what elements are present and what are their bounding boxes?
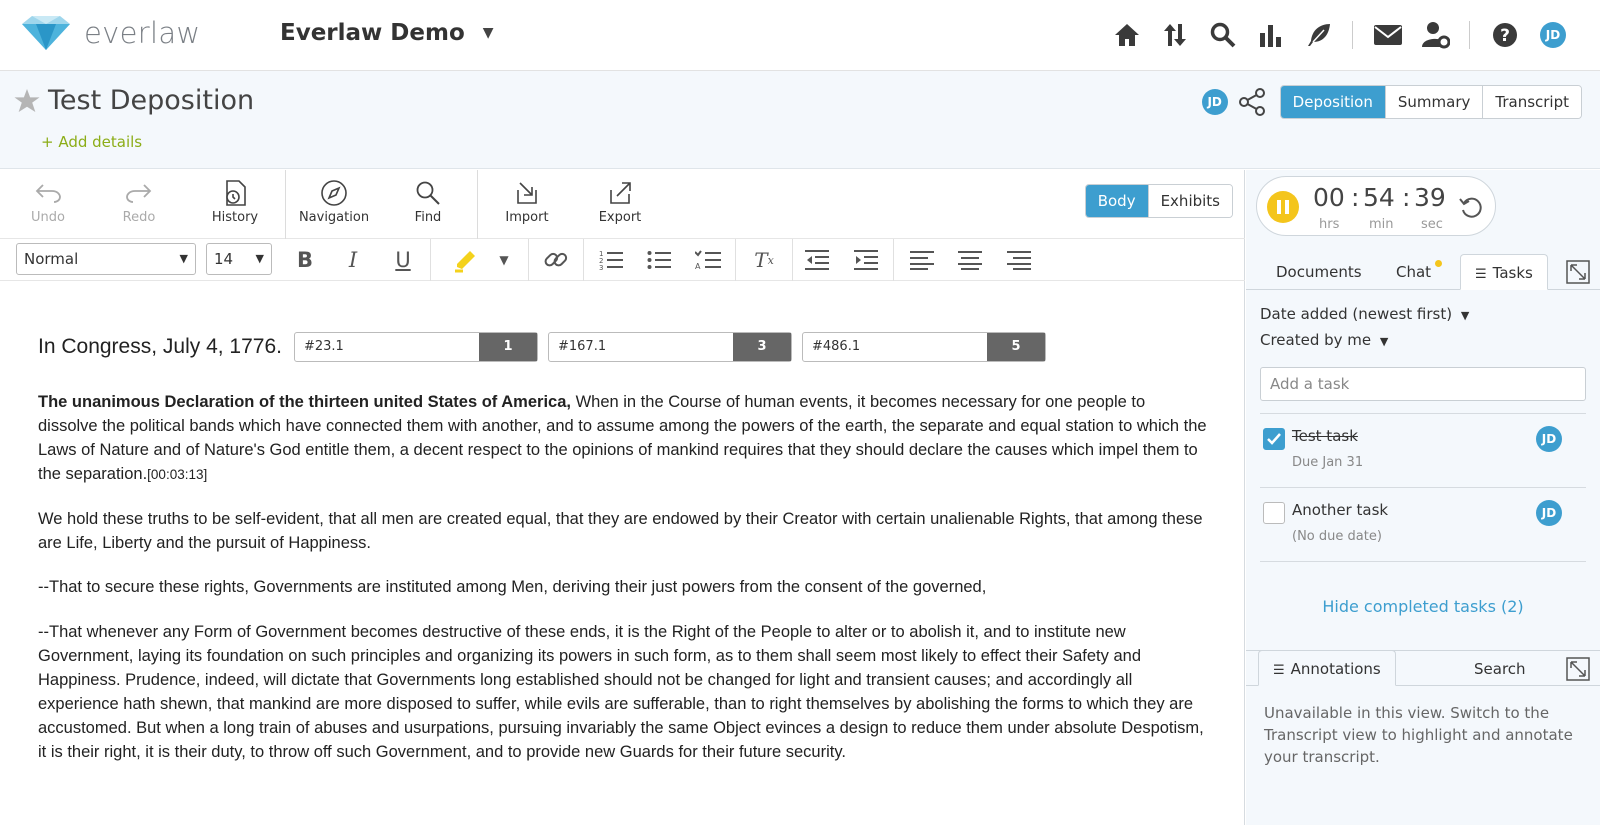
- tasks-panel: [1246, 291, 1600, 649]
- exhibit-tag[interactable]: [294, 332, 538, 362]
- everlaw-logo[interactable]: [22, 16, 200, 50]
- exhibit-count: 1: [479, 333, 537, 361]
- exhibit-tag[interactable]: [548, 332, 792, 362]
- export-icon: [607, 180, 633, 206]
- top-nav: [1098, 16, 1572, 54]
- tab-chat[interactable]: Chat: [1396, 263, 1432, 281]
- undo-icon: [34, 183, 62, 203]
- document-heading-row: [38, 332, 1056, 362]
- tab-annotations[interactable]: [1258, 650, 1396, 686]
- outdent-icon[interactable]: [802, 245, 832, 275]
- add-details-link[interactable]: + Add details: [41, 133, 143, 151]
- exhibit-label: #23.1: [303, 339, 344, 354]
- import-icon: [514, 180, 540, 206]
- timer-min-label: min: [1369, 217, 1394, 232]
- analytics-icon[interactable]: [1252, 16, 1290, 54]
- home-icon[interactable]: [1108, 16, 1146, 54]
- toolbar-divider: [477, 170, 478, 239]
- italic-icon[interactable]: I: [348, 248, 358, 272]
- task-assignee-avatar[interactable]: JD: [1536, 500, 1562, 526]
- task-name[interactable]: Test task: [1292, 427, 1358, 445]
- tab-annotations-label: Annotations: [1290, 660, 1381, 678]
- tab-summary[interactable]: Summary: [1385, 86, 1483, 118]
- annotations-unavailable-message: Unavailable in this view. Switch to the Transcript view to highlight and annotate your transcript.: [1264, 704, 1573, 766]
- right-panel: [1246, 170, 1600, 825]
- import-button[interactable]: [487, 176, 567, 225]
- task-due-date: Due Jan 31: [1292, 455, 1364, 470]
- hide-completed-link[interactable]: Hide completed tasks (2): [1322, 597, 1524, 616]
- navigation-button[interactable]: [294, 176, 374, 225]
- definition-list-icon[interactable]: [693, 245, 723, 275]
- task-checkbox[interactable]: [1263, 428, 1285, 450]
- divider: [1260, 487, 1586, 488]
- star-icon[interactable]: [14, 89, 40, 113]
- tab-tasks-label: Tasks: [1492, 264, 1533, 282]
- toolbar-divider: [430, 239, 431, 281]
- bullet-list-icon[interactable]: [644, 245, 674, 275]
- pause-button[interactable]: [1267, 191, 1299, 223]
- filter-dropdown[interactable]: [1260, 331, 1388, 349]
- svg-text:A: A: [695, 262, 701, 271]
- clear-format-icon[interactable]: T x: [754, 248, 774, 272]
- find-search-icon: [415, 180, 441, 206]
- find-label: Find: [414, 210, 442, 225]
- toolbar-divider: [528, 239, 529, 281]
- project-selector[interactable]: [280, 20, 494, 46]
- task-assignee-avatar[interactable]: JD: [1536, 426, 1562, 452]
- exhibit-label: #486.1: [811, 339, 861, 354]
- toolbar-divider: [792, 239, 793, 281]
- export-button[interactable]: [580, 176, 660, 225]
- compass-icon: [320, 179, 348, 207]
- history-button[interactable]: [195, 176, 275, 225]
- tab-exhibits[interactable]: Exhibits: [1148, 185, 1232, 217]
- chat-notification-dot: [1435, 260, 1442, 267]
- import-label: Import: [505, 210, 549, 225]
- svg-text:3: 3: [599, 264, 604, 271]
- help-icon[interactable]: [1486, 16, 1524, 54]
- user-settings-icon[interactable]: [1417, 16, 1455, 54]
- bold-icon[interactable]: B: [296, 248, 313, 272]
- caret-down-icon: ▼: [1379, 335, 1389, 348]
- timestamp: [00:03:13]: [147, 467, 208, 482]
- timer-colon: :: [1351, 183, 1360, 212]
- indent-icon[interactable]: [851, 245, 881, 275]
- document-heading[interactable]: In Congress, July 4, 1776.: [38, 335, 282, 358]
- annotation-tabs: [1246, 650, 1600, 686]
- checkmark-icon: [1264, 429, 1284, 449]
- divider: [1260, 561, 1586, 562]
- sort-dropdown[interactable]: [1260, 305, 1469, 323]
- document-paragraph[interactable]: [38, 390, 1208, 487]
- font-size-select[interactable]: [206, 243, 272, 275]
- nav-divider: [1469, 21, 1470, 49]
- mail-icon[interactable]: [1369, 16, 1407, 54]
- panel-tabs: [1246, 254, 1600, 290]
- paragraph-text: When in the Course of human events, it becomes necessary for one people to dissolve the political bands which have connected them with another, and to assume among the powers of the earth, the separate and equal station to which the Laws of Nature and of Nature's God entitle them, a decent respect to the opinions of mankind requires that they should declare the causes which impel them to the separation.: [38, 393, 1207, 483]
- user-avatar[interactable]: [1534, 16, 1572, 54]
- undo-button[interactable]: [8, 176, 88, 225]
- page-title[interactable]: Test Deposition: [48, 85, 255, 116]
- tab-transcript[interactable]: Transcript: [1482, 86, 1581, 118]
- avatar-initials: JD: [1540, 22, 1566, 48]
- tab-tasks[interactable]: [1460, 254, 1548, 290]
- document-paragraph[interactable]: We hold these truths to be self-evident, that all men are created equal, that they are endowed by their Creator with certain unalienable Rights, that among these are Life, Liberty and the pursuit of Happiness.: [38, 510, 1203, 552]
- project-name: Everlaw Demo: [280, 20, 465, 46]
- timer-hrs-label: hrs: [1319, 217, 1340, 232]
- timer-seconds: 39: [1414, 183, 1446, 212]
- body-exhibits-toggle: [1085, 184, 1233, 218]
- export-label: Export: [598, 210, 642, 225]
- svg-text:2: 2: [599, 257, 604, 265]
- paragraph-style-value: Normal: [24, 250, 79, 268]
- owner-avatar[interactable]: JD: [1202, 89, 1228, 115]
- link-icon[interactable]: [541, 245, 571, 275]
- tab-documents[interactable]: Documents: [1276, 263, 1362, 281]
- ordered-list-icon[interactable]: [596, 245, 626, 275]
- history-icon: [222, 178, 248, 208]
- title-bar: [0, 71, 1600, 169]
- toolbar-divider: [285, 170, 286, 239]
- divider: [1260, 413, 1586, 414]
- align-left-icon[interactable]: [907, 245, 937, 275]
- expand-icon[interactable]: [1566, 657, 1590, 681]
- toolbar-divider: [893, 239, 894, 281]
- pause-icon: [1276, 199, 1290, 215]
- task-item[interactable]: [1260, 501, 1586, 551]
- redo-button[interactable]: [99, 176, 179, 225]
- font-size-value: 14: [214, 250, 234, 268]
- task-due-date: (No due date): [1292, 529, 1382, 544]
- transfer-icon[interactable]: [1156, 16, 1194, 54]
- exhibit-label: #167.1: [557, 339, 607, 354]
- redo-label: Redo: [122, 210, 156, 225]
- reset-icon[interactable]: [1459, 195, 1483, 219]
- paragraph-bold-lead: The unanimous Declaration of the thirteen united States of America,: [38, 393, 571, 411]
- align-right-icon[interactable]: [1004, 245, 1034, 275]
- chevron-down-icon: ▼: [179, 252, 188, 265]
- add-task-input[interactable]: Add a task: [1260, 367, 1586, 401]
- toolbar-divider: [735, 239, 736, 281]
- chevron-down-icon: ▼: [255, 252, 264, 265]
- toolbar-divider: [583, 239, 584, 281]
- format-toolbar: [0, 239, 1245, 281]
- caret-down-icon: ▼: [1460, 309, 1470, 322]
- timer-colon: :: [1402, 183, 1411, 212]
- chevron-down-icon: ▼: [482, 25, 494, 41]
- history-label: History: [211, 210, 259, 225]
- top-bar: [0, 0, 1600, 71]
- undo-label: Undo: [31, 210, 65, 225]
- document-paragraph[interactable]: --That whenever any Form of Government becomes destructive of these ends, it is the Right of the People to alter or to abolish it, and to institute new Government, laying its foundation on such principles and organizing its powers in such form, as to them shall seem most likely to effect their Safety and Happiness. Prudence, indeed, will dictate that Governments long established should not be changed for light and transient causes; and accordingly all experience hath shewn, that mankind are more disposed to suffer, while evils are sufferable, than to right themselves by abolishing the forms to which they are accustomed. But when a long train of abuses and usurpations, pursuing invariably the same Object evinces a design to reduce them under absolute Despotism, it is their right, it is their duty, to throw off such Government, and to provide new Guards for their future security.: [38, 623, 1204, 761]
- timer-minutes: 54: [1363, 183, 1395, 212]
- tab-search[interactable]: Search: [1474, 660, 1526, 678]
- document-paragraph[interactable]: --That to secure these rights, Governments are instituted among Men, deriving their just powers from the consent of the governed,: [38, 578, 987, 596]
- svg-text:?: ?: [1500, 26, 1510, 46]
- feather-icon[interactable]: [1300, 16, 1338, 54]
- deposition-timer: [1256, 176, 1496, 236]
- timer-hours: 00: [1313, 183, 1345, 212]
- tab-body[interactable]: Body: [1086, 185, 1148, 217]
- tab-deposition[interactable]: Deposition: [1281, 86, 1385, 118]
- exhibit-count: 5: [987, 333, 1045, 361]
- find-button[interactable]: [388, 176, 468, 225]
- highlight-color-dropdown-icon[interactable]: ▼: [499, 253, 509, 267]
- underline-icon[interactable]: U: [395, 248, 411, 272]
- task-checkbox[interactable]: [1263, 502, 1285, 524]
- editor-area: [0, 170, 1245, 825]
- task-name[interactable]: Another task: [1292, 501, 1389, 519]
- timer-sec-label: sec: [1421, 217, 1443, 232]
- exhibit-tag[interactable]: [802, 332, 1046, 362]
- svg-text:1: 1: [599, 250, 604, 258]
- share-icon[interactable]: [1238, 88, 1266, 116]
- nav-divider: [1352, 21, 1353, 49]
- search-icon[interactable]: [1204, 16, 1242, 54]
- exhibit-count: 3: [733, 333, 791, 361]
- sort-label: Date added (newest first): [1260, 305, 1453, 323]
- filter-label: Created by me: [1260, 331, 1372, 349]
- view-tabs: [1280, 85, 1582, 119]
- align-center-icon[interactable]: [955, 245, 985, 275]
- redo-icon: [125, 183, 153, 203]
- editor-toolbar: [0, 170, 1245, 239]
- list-icon: ☰: [1475, 267, 1487, 282]
- logo-text: everlaw: [84, 16, 201, 50]
- diamond-logo-icon: [22, 16, 70, 50]
- paragraph-style-select[interactable]: [16, 243, 196, 275]
- expand-icon[interactable]: [1566, 260, 1590, 284]
- list-icon: ☰: [1273, 663, 1285, 678]
- task-item[interactable]: [1260, 427, 1586, 477]
- navigation-label: Navigation: [298, 210, 370, 225]
- highlighter-icon[interactable]: [451, 245, 481, 275]
